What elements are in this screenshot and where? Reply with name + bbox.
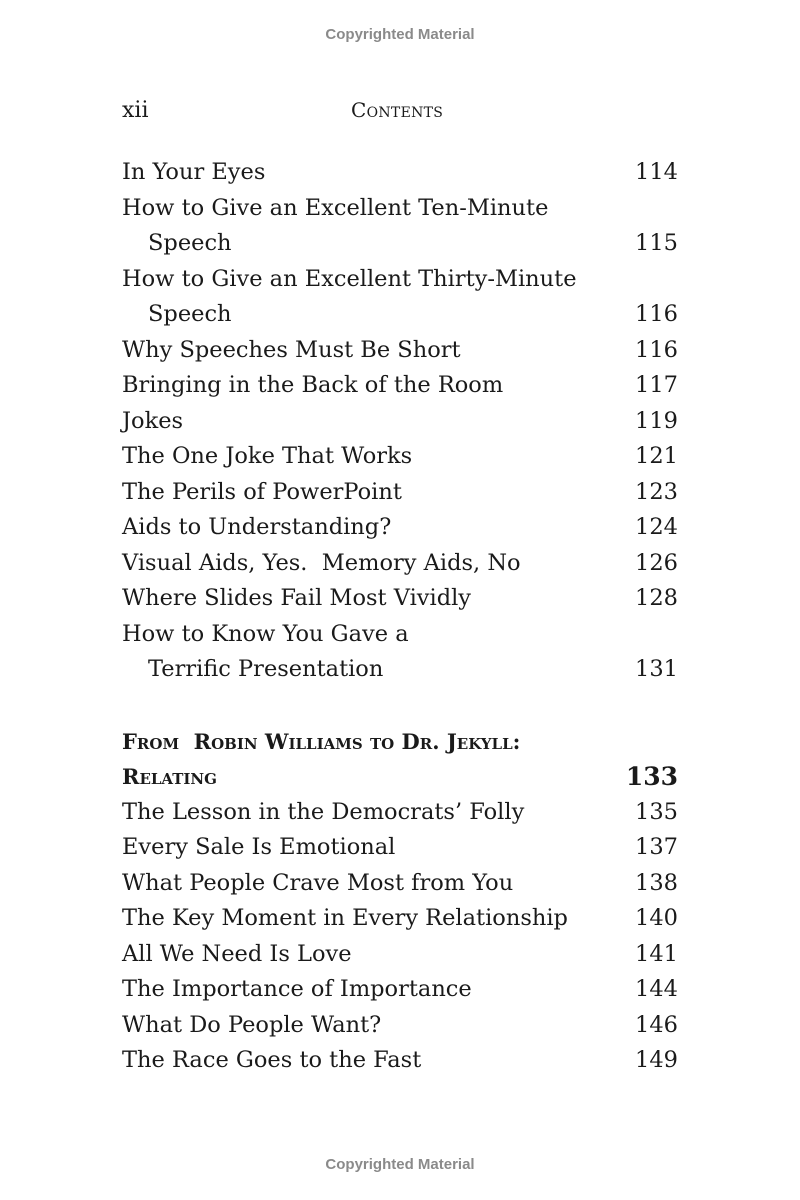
running-head xyxy=(122,98,678,126)
toc-entry xyxy=(122,191,678,227)
toc-entry-title: Bringing in the Back of the Room xyxy=(122,372,504,398)
toc-entry xyxy=(122,617,678,653)
toc-entry-title: The Perils of PowerPoint xyxy=(122,478,402,505)
toc-entry-page: 126 xyxy=(635,549,678,576)
toc-entry-title: In Your Eyes xyxy=(122,159,266,185)
toc-entry-page: 117 xyxy=(635,372,678,398)
toc-entry-page: 141 xyxy=(635,940,678,967)
toc-entry-page: 131 xyxy=(635,656,678,682)
toc-entry xyxy=(122,510,678,546)
toc-entry-page: 116 xyxy=(635,336,678,363)
toc-entry xyxy=(122,368,678,404)
toc-entry-title: How to Give an Excellent Ten-Minute xyxy=(122,194,549,221)
running-head-title: Contents xyxy=(351,98,444,122)
toc-entry-page: 115 xyxy=(635,230,678,256)
page-number: xii xyxy=(122,98,149,123)
toc-entry xyxy=(122,475,678,511)
toc-entry-page: 137 xyxy=(635,834,678,860)
toc-entry-title: Where Slides Fail Most Vividly xyxy=(122,585,472,611)
toc-entry-page: 119 xyxy=(635,407,678,434)
toc-entry-title: The One Joke That Works xyxy=(122,443,413,469)
toc-entry-page: 146 xyxy=(635,1011,678,1038)
toc-entry-title: All We Need Is Love xyxy=(122,940,352,967)
toc-entry xyxy=(122,262,678,298)
toc-entry-title: The Importance of Importance xyxy=(122,976,472,1002)
toc-entry xyxy=(122,830,678,866)
toc-entry-title: Speech xyxy=(148,301,232,327)
toc-entry-continuation xyxy=(122,652,678,688)
toc-entry-page: 116 xyxy=(635,301,678,327)
table-of-contents xyxy=(122,155,678,1079)
toc-entry-title: Aids to Understanding? xyxy=(122,514,392,540)
copyright-watermark-top: Copyrighted Material xyxy=(325,26,475,43)
toc-entry xyxy=(122,333,678,369)
toc-entry-page: 121 xyxy=(635,443,678,469)
toc-entry-continuation xyxy=(122,297,678,333)
toc-entry-title: How to Give an Excellent Thirty-Minute xyxy=(122,265,577,292)
toc-entry-page: 140 xyxy=(635,905,678,931)
toc-entry-page: 144 xyxy=(635,976,678,1002)
toc-entry xyxy=(122,404,678,440)
toc-entry xyxy=(122,155,678,191)
toc-entry xyxy=(122,866,678,902)
section-spacer xyxy=(122,688,678,724)
toc-entry-title: Every Sale Is Emotional xyxy=(122,834,396,860)
section-heading xyxy=(122,724,678,760)
toc-entry-page: 149 xyxy=(635,1047,678,1073)
toc-entry-title: Why Speeches Must Be Short xyxy=(122,336,461,363)
toc-entry-page: 114 xyxy=(635,159,678,185)
toc-entry xyxy=(122,439,678,475)
toc-entry-title: Visual Aids, Yes. Memory Aids, No xyxy=(122,549,521,576)
toc-entry-page: 135 xyxy=(635,798,678,825)
toc-entry xyxy=(122,1043,678,1079)
toc-entry-title: The Key Moment in Every Relationship xyxy=(122,905,568,931)
toc-entry-title: What Do People Want? xyxy=(122,1011,382,1038)
toc-entry-page: 128 xyxy=(635,585,678,611)
section-heading-page: 133 xyxy=(625,762,678,791)
toc-entry xyxy=(122,901,678,937)
section-heading-subtitle: Relating xyxy=(122,764,217,789)
toc-entry xyxy=(122,795,678,831)
toc-entry-title: Speech xyxy=(148,230,232,256)
toc-entry-page: 138 xyxy=(635,869,678,896)
copyright-watermark-bottom: Copyrighted Material xyxy=(325,1156,475,1173)
toc-entry xyxy=(122,546,678,582)
toc-entry-page: 124 xyxy=(635,514,678,540)
toc-entry-title: Jokes xyxy=(122,407,184,434)
toc-entry-continuation xyxy=(122,226,678,262)
toc-entry-title: What People Crave Most from You xyxy=(122,869,514,896)
toc-entry-title: The Race Goes to the Fast xyxy=(122,1047,422,1073)
toc-entry-title: Terrific Presentation xyxy=(148,656,384,682)
toc-entry xyxy=(122,1008,678,1044)
toc-entry xyxy=(122,972,678,1008)
section-heading xyxy=(122,759,678,795)
toc-entry xyxy=(122,581,678,617)
toc-entry-title: How to Know You Gave a xyxy=(122,620,409,647)
toc-entry xyxy=(122,937,678,973)
toc-entry-page: 123 xyxy=(635,478,678,505)
toc-entry-title: The Lesson in the Democrats’ Folly xyxy=(122,798,525,825)
section-heading-title: From Robin Williams to Dr. Jekyll: xyxy=(122,728,521,754)
